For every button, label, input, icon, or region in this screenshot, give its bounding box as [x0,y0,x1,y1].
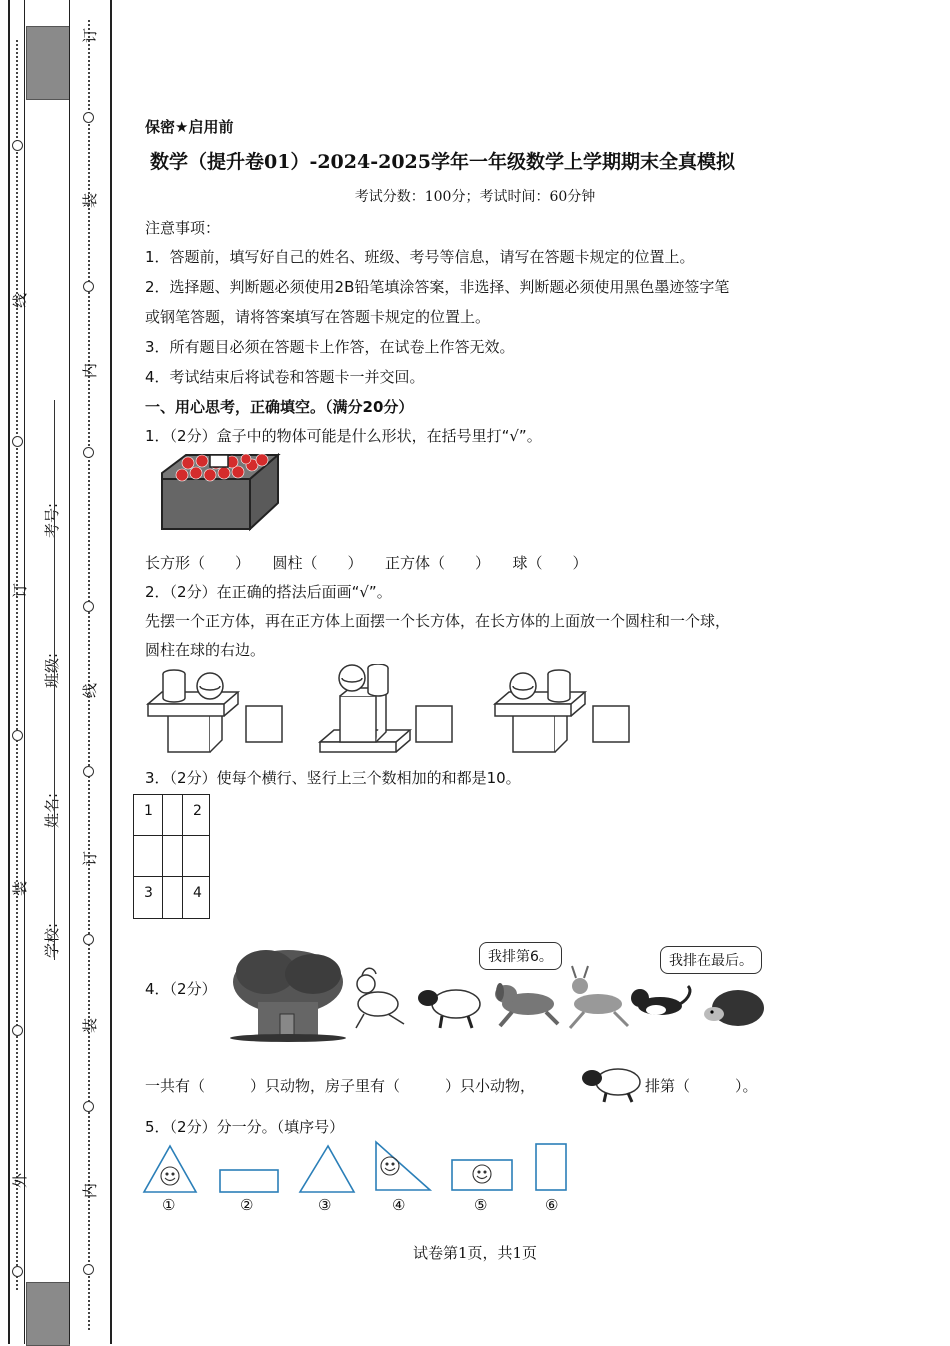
secret-mark: 保密★启用前 [145,118,234,136]
outer-label: 装 [11,880,30,897]
binding-circle [83,934,94,945]
sheep-image [418,990,480,1028]
field-name: 姓名: [43,792,62,829]
inner-label: 装 [81,192,100,209]
shape-label: ⑥ [545,1196,559,1214]
speech-bubble: 我排第6。 [479,942,562,970]
q5-shapes [140,1140,580,1196]
q5-stem: 5．（2分）分一分。（填序号） [145,1118,345,1136]
tree-house-image [230,950,346,1042]
q1-stem: 1．（2分）盒子中的物体可能是什么形状，在括号里打“√”。 [145,427,542,445]
notes-heading: 注意事项： [145,219,221,237]
note-item: 1．答题前，填写好自己的姓名、班级、考号等信息，请写在答题卡规定的位置上。 [145,248,695,266]
binding-circle [83,447,94,458]
inner-label: 订 [81,27,100,44]
grid-cell: 4 [183,877,210,919]
note-item: 4．考试结束后将试卷和答题卡一并交回。 [145,368,425,386]
outer-label: 线 [11,292,30,309]
binding-gray-block-bottom [26,1282,70,1346]
grid-cell[interactable] [163,877,183,919]
speech-bubble: 我排在最后。 [660,946,762,974]
binding-gray-block-top [26,26,70,100]
binding-circle [83,281,94,292]
q3-number-grid [133,794,210,919]
sheep-icon [578,1062,644,1104]
grid-cell[interactable] [183,836,210,877]
binding-circle [12,140,23,151]
inner-label: 装 [81,1017,100,1034]
exam-info: 考试分数：100分；考试时间：60分钟 [354,189,596,205]
binding-circle [12,1266,23,1277]
q2-stem: 2．（2分）在正确的搭法后面画“√”。 [145,583,392,601]
field-underline [54,400,55,960]
q4-label: 4．（2分） [145,980,217,998]
shape-label: ② [240,1196,254,1214]
grid-cell[interactable] [163,836,183,877]
outer-label: 外 [11,1172,30,1189]
section-heading: 一、用心思考，正确填空。（满分20分） [145,398,414,416]
inner-label: 线 [81,682,100,699]
binding-circle [83,1264,94,1275]
binding-circle [83,1101,94,1112]
inner-label: 内 [81,1182,100,1199]
field-class: 班级: [43,652,62,689]
q3-stem: 3．（2分）使每个横行、竖行上三个数相加的和都是10。 [145,769,521,787]
binding-circle [12,730,23,741]
q1-box-image [158,451,282,533]
page-title: 数学（提升卷01）-2024-2025学年一年级数学上学期期末全真模拟 [150,151,735,173]
q2-desc: 圆柱在球的右边。 [145,641,266,659]
cat-image [631,986,690,1015]
binding-circle [12,436,23,447]
dotted-cut-line-inner [88,20,90,1330]
shape-label: ① [162,1196,176,1214]
binding-circle [83,766,94,777]
page-footer: 试卷第1页，共1页 [412,1244,538,1262]
grid-cell: 1 [134,795,163,836]
note-item: 2．选择题、判断题必须使用2B铅笔填涂答案，非选择、判断题必须使用黑色墨迹签字笔 [145,278,730,296]
grid-cell: 2 [183,795,210,836]
grid-cell[interactable] [163,795,183,836]
q4-answer-tail: 排第（ ）。 [645,1077,758,1095]
goat-image [356,968,404,1028]
shape-label: ③ [318,1196,332,1214]
field-school: 学校: [43,922,62,959]
field-id: 考号: [43,502,62,539]
q2-desc: 先摆一个正方体，再在正方体上面摆一个长方体，在长方体的上面放一个圆柱和一个球， [145,612,731,630]
hedgehog-image [704,990,764,1026]
inner-label: 内 [81,362,100,379]
binding-circle [83,601,94,612]
binding-circle [83,112,94,123]
note-item: 或钢笔答题，请将答案填写在答题卡规定的位置上。 [145,308,491,326]
dotted-cut-line-outer [16,40,18,1290]
outer-label: 订 [11,582,30,599]
grid-cell[interactable] [134,836,163,877]
deer-image [570,966,628,1028]
grid-cell: 3 [134,877,163,919]
dog-image [495,983,558,1026]
q1-options: 长方形（ ） 圆柱（ ） 正方体（ ） 球（ ） [145,554,588,572]
shape-label: ⑤ [474,1196,488,1214]
shape-label: ④ [392,1196,406,1214]
inner-label: 订 [81,850,100,867]
q2-stacking-figures [140,664,650,758]
binding-circle [12,1025,23,1036]
note-item: 3．所有题目必须在答题卡上作答，在试卷上作答无效。 [145,338,515,356]
q4-answer: 一共有（ ）只动物，房子里有（ ）只小动物， [145,1077,536,1095]
